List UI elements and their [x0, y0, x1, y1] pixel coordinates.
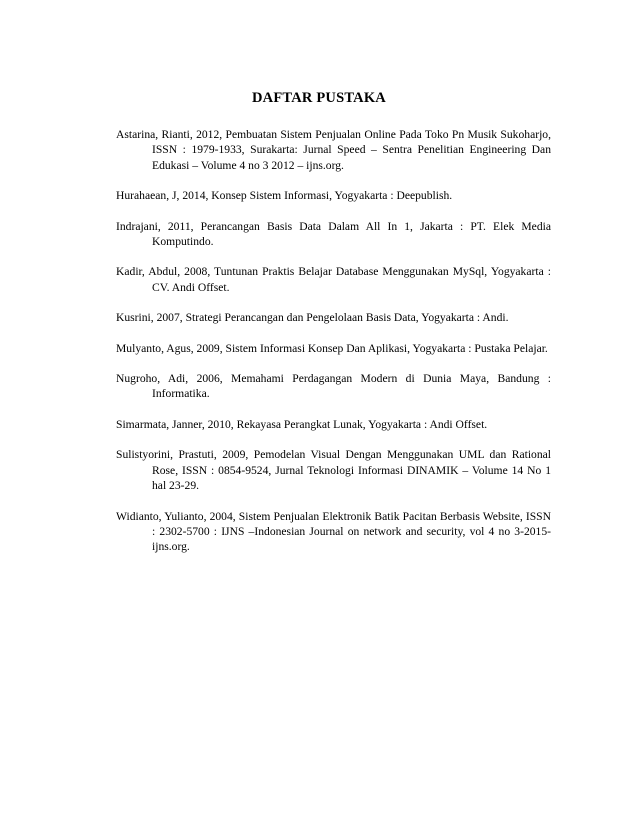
reference-item: Widianto, Yulianto, 2004, Sistem Penjualan Elektronik Batik Pacitan Berbasis Website, ISSN : 2302-5700 : IJNS –Indonesian Journal on network and security, vol 4 no 3-2015-ijns.org.	[116, 509, 551, 554]
reference-item: Simarmata, Janner, 2010, Rekayasa Perangkat Lunak, Yogyakarta : Andi Offset.	[116, 417, 488, 431]
reference-item: Nugroho, Adi, 2006, Memahami Perdagangan Modern di Dunia Maya, Bandung : Informatika.	[116, 372, 551, 401]
reference-item: Kadir, Abdul, 2008, Tuntunan Praktis Belajar Database Menggunakan MySql, Yogyakarta : CV. Andi Offset.	[116, 265, 551, 294]
reference-item: Hurahaean, J, 2014, Konsep Sistem Informasi, Yogyakarta : Deepublish.	[116, 189, 453, 203]
reference-list	[116, 127, 551, 570]
reference-item: Indrajani, 2011, Perancangan Basis Data Dalam All In 1, Jakarta : PT. Elek Media Komputindo.	[116, 219, 551, 249]
reference-item: Mulyanto, Agus, 2009, Sistem Informasi Konsep Dan Aplikasi, Yogyakarta : Pustaka Pelajar.	[116, 341, 548, 355]
reference-item: Astarina, Rianti, 2012, Pembuatan Sistem Penjualan Online Pada Toko Pn Musik Sukoharjo, ISSN : 1979-1933, Surakarta: Jurnal Speed – Sentra Penelitian Engineering Dan Edukasi – Volume 4 no 3 2012 – ijns.org.	[116, 128, 551, 172]
reference-item: Kusrini, 2007, Strategi Perancangan dan Pengelolaan Basis Data, Yogyakarta : Andi.	[116, 311, 509, 325]
reference-item: Sulistyorini, Prastuti, 2009, Pemodelan Visual Dengan Menggunakan UML dan Rational Rose, ISSN : 0854-9524, Jurnal Teknologi Informasi DINAMIK – Volume 14 No 1 hal 23-29.	[116, 448, 551, 493]
page-title: DAFTAR PUSTAKA	[252, 90, 386, 106]
